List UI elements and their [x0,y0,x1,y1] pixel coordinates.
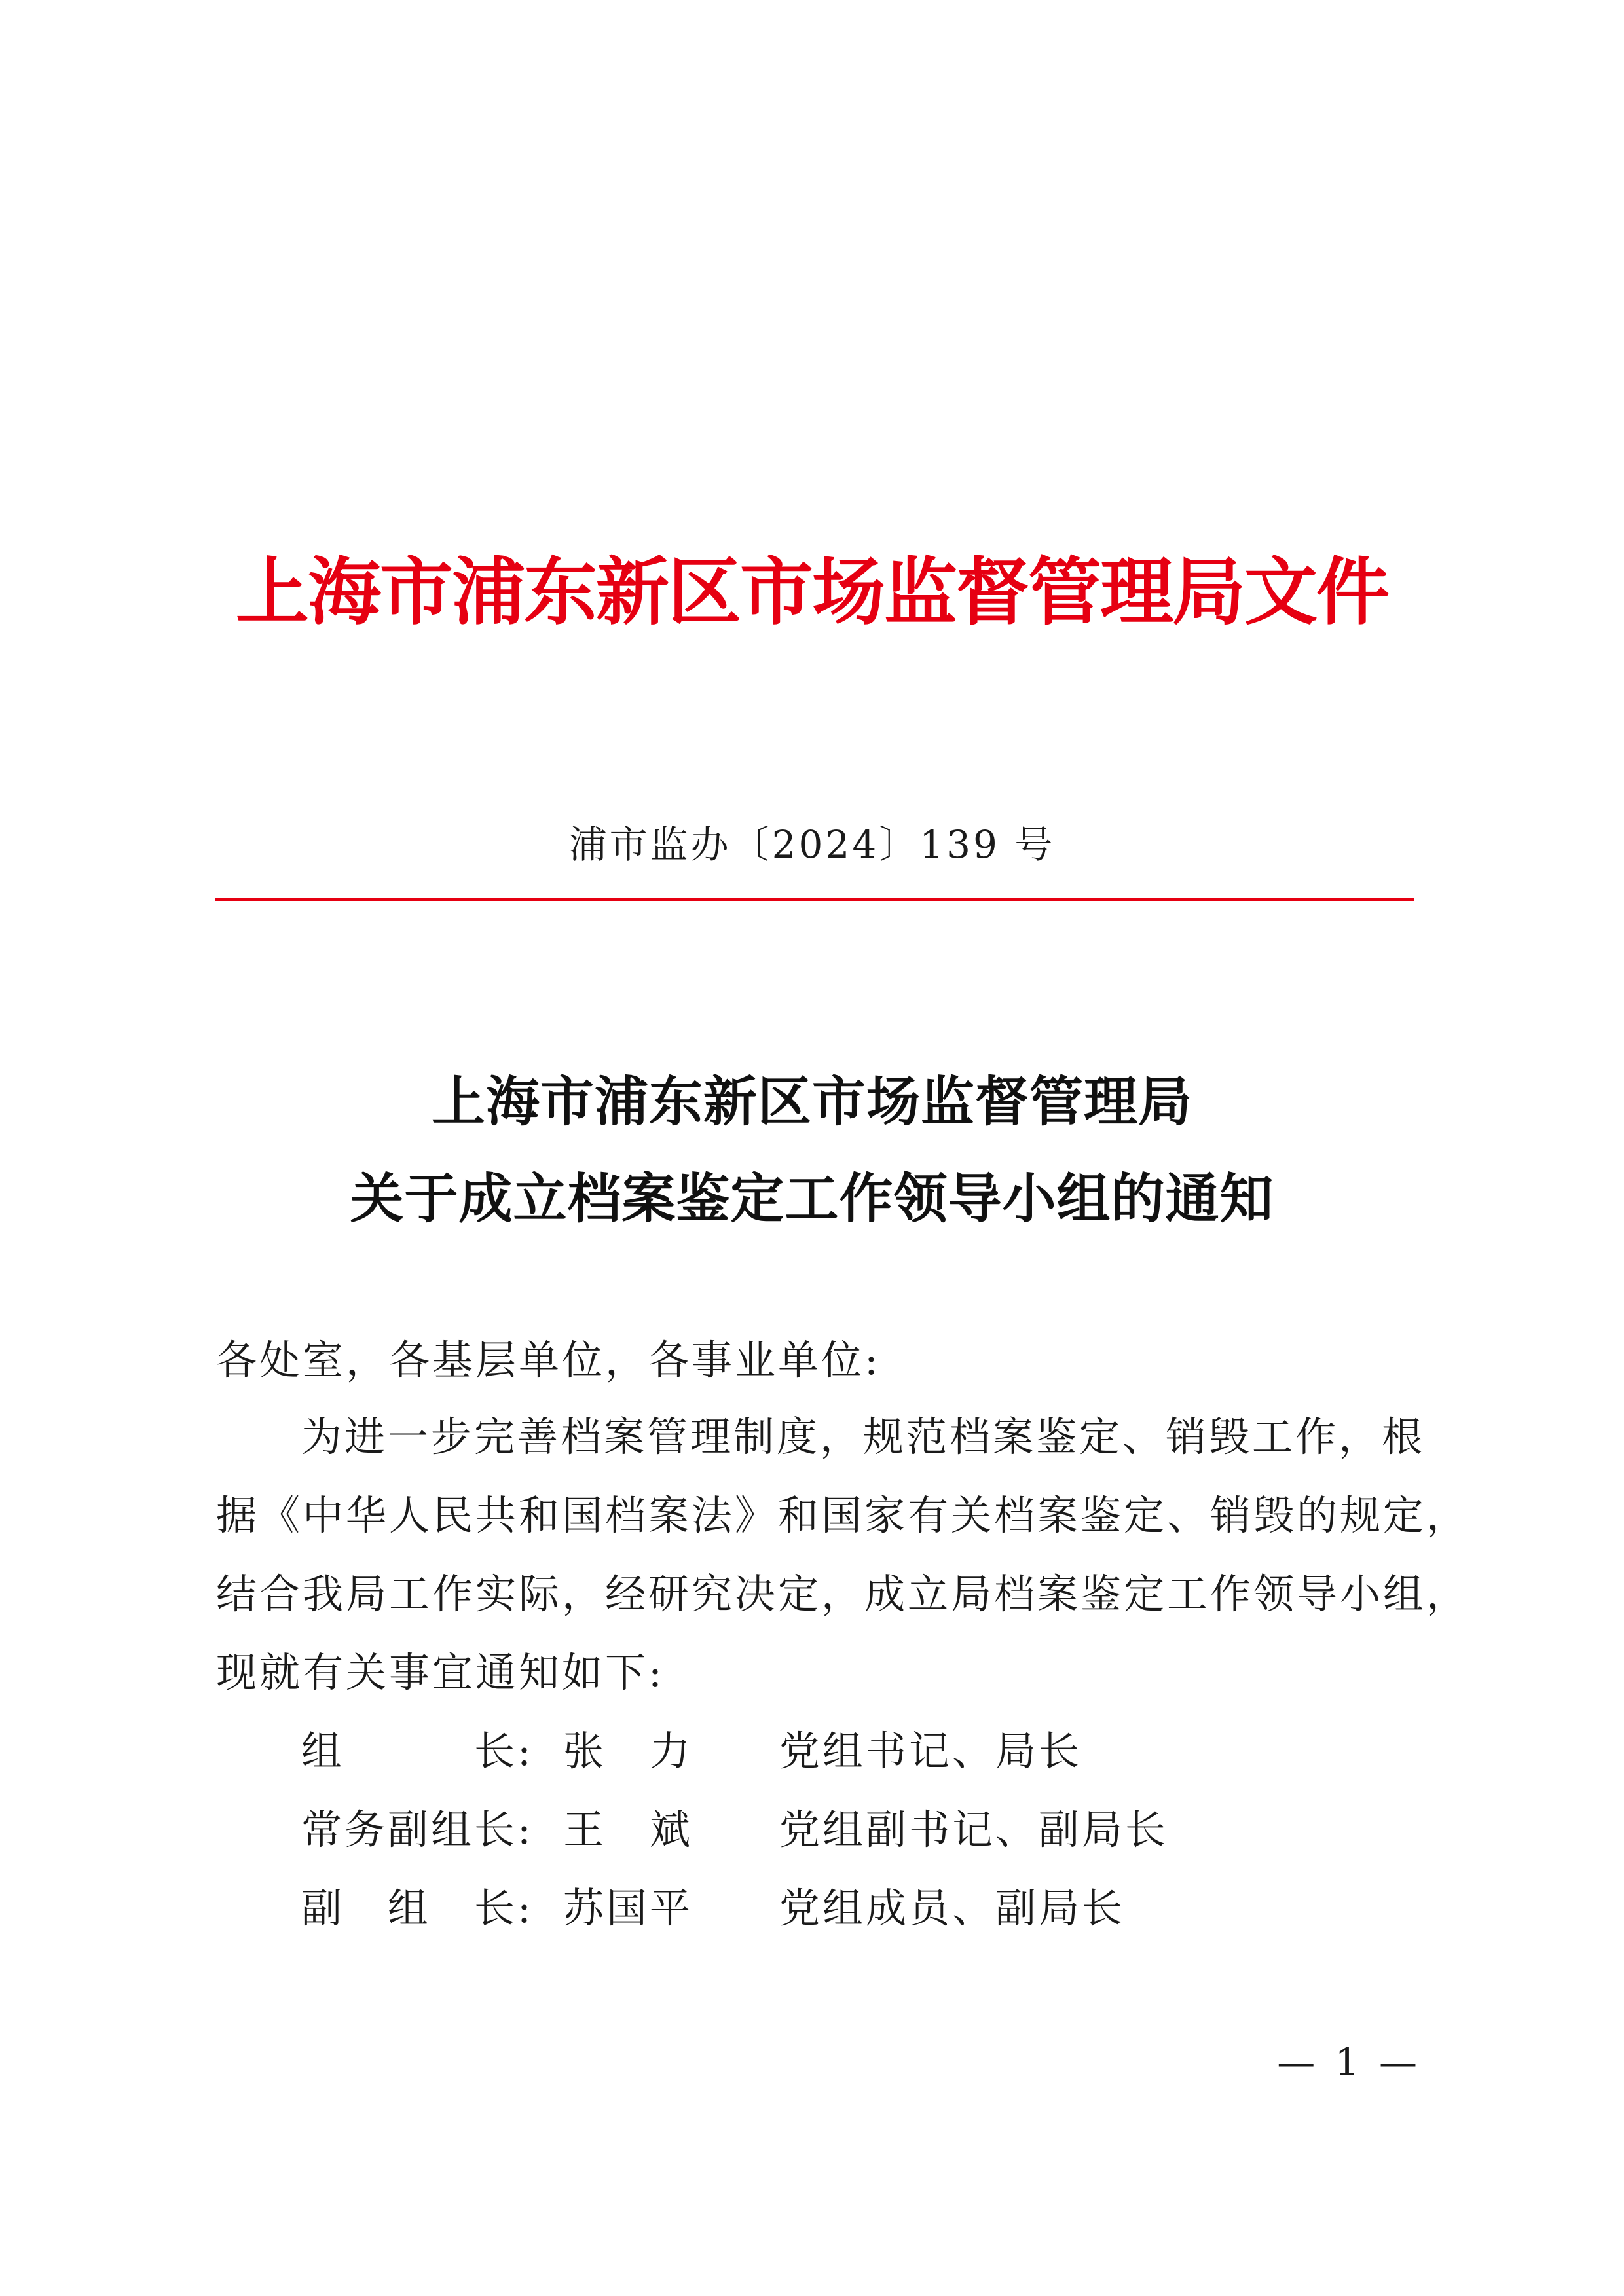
body-paragraph-line: 结合我局工作实际，经研究决定，成立局档案鉴定工作领导小组， [216,1570,1470,1618]
red-divider-line [215,898,1414,901]
member-role: 副 组 长: [301,1884,534,1932]
member-role: 常务副组长: [301,1806,534,1853]
member-title: 党组书记、局长 [779,1727,1082,1775]
member-name: 张 力 [563,1727,693,1775]
member-title: 党组副书记、副局长 [779,1806,1169,1853]
body-paragraph-line: 现就有关事宜通知如下: [216,1649,665,1696]
notice-title-line-1: 上海市浦东新区市场监督管理局 [431,1070,1192,1133]
body-paragraph-line: 为进一步完善档案管理制度，规范档案鉴定、销毁工作，根 [301,1413,1426,1461]
page-number: — 1 — [1277,2040,1421,2085]
member-role: 组 长: [301,1727,534,1775]
member-name: 王 斌 [563,1806,693,1853]
agency-header-title: 上海市浦东新区市场监督管理局文件 [236,549,1388,635]
document-number: 浦市监办〔2024〕139 号 [568,822,1056,867]
salutation: 各处室，各基层单位，各事业单位: [216,1336,881,1384]
member-name: 苏国平 [563,1884,693,1932]
member-title: 党组成员、副局长 [779,1884,1126,1932]
body-paragraph-line: 据《中华人民共和国档案法》和国家有关档案鉴定、销毁的规定， [216,1491,1470,1539]
notice-title-line-2: 关于成立档案鉴定工作领导小组的通知 [350,1167,1274,1230]
